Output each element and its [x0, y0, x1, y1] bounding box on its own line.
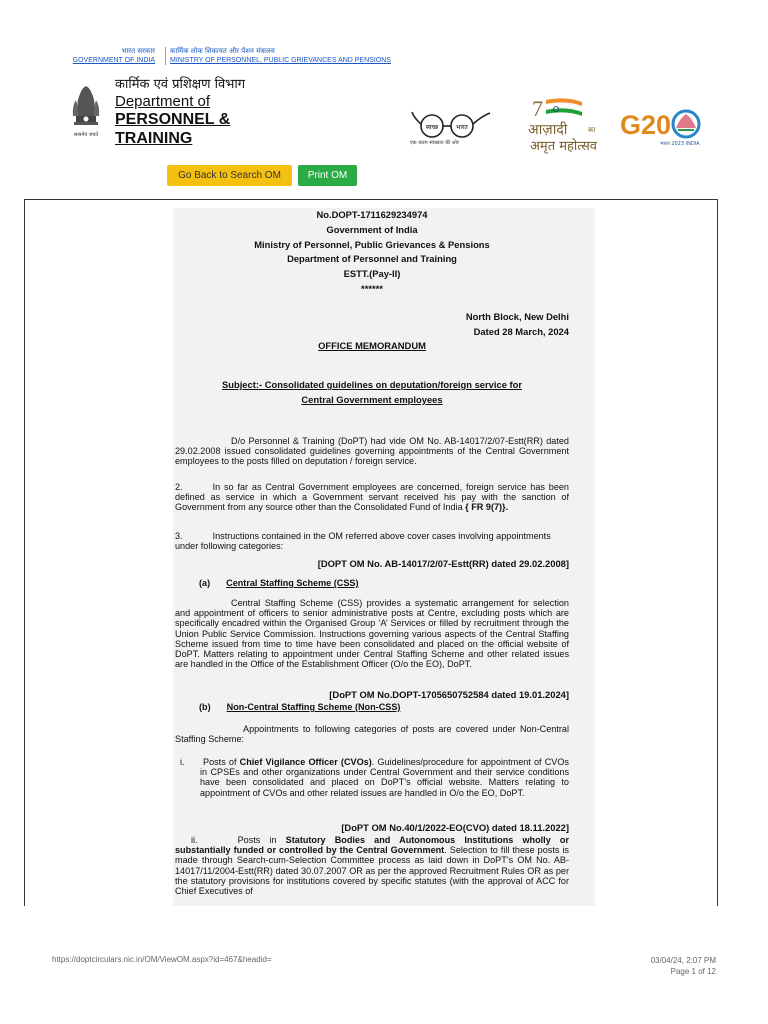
doc-ministry: Ministry of Personnel, Public Grievances & Pensions — [254, 238, 490, 250]
item-i-label: i. — [180, 757, 185, 767]
para2-text: In so far as Central Government employees are concerned, foreign service has been defined as service in which a Government servant received his pay with the sanction of Government from any source other than the Consolidated Fund of India — [175, 482, 569, 513]
b-title: Non-Central Staffing Scheme (Non-CSS) — [226, 702, 401, 712]
a-label: (a) — [199, 578, 211, 588]
doc-stars: ****** — [361, 282, 383, 294]
item-ii — [175, 835, 569, 896]
reference-2: [DoPT OM No.DOPT-1705650752584 dated 19.01.2024] — [329, 689, 569, 700]
document-frame — [24, 199, 718, 906]
paragraph-a: Central Staffing Scheme (CSS) provides a systematic arrangement for selection and appointment of officers to senior administrative posts at Centre, excluding posts which are specifically encadred within the Organised Group ‘A’ Services or filled by recruitment through the Union Public Service Commission. Instructions governing various aspects of the Central Staffing Scheme issued from time to time have been consolidated and placed on the official website of DoPT. Matters relating to appointment under Central Staffing Scheme and other related issues are handled in the Office of the Establishment Officer (O/o the EO), DoPT. — [175, 598, 569, 670]
para2-fr: { FR 9(7)}. — [465, 502, 509, 513]
paragraph-1: D/o Personnel & Training (DoPT) had vide OM No. AB-14017/2/07-Estt(RR) dated 29.02.2008 issued consolidated guidelines governing appointments of the Central Government employees to the posts filled on deputation / foreign service. — [175, 436, 569, 467]
dept-line2: PERSONNEL & — [115, 111, 231, 128]
swachh-bharat-logo — [410, 108, 495, 148]
item-i-pre: Posts of — [203, 757, 240, 767]
azadi-ka: का — [588, 126, 596, 134]
paragraph-3 — [175, 531, 569, 551]
azadi-ka-amrit-mahotsav-logo — [526, 94, 616, 154]
b-label: (b) — [199, 702, 211, 712]
item-i — [200, 757, 569, 798]
doc-date: Dated 28 March, 2024 — [473, 325, 569, 337]
ministry-hindi: कार्मिक लोक शिकायत और पेंशन मंत्रालय — [170, 47, 275, 55]
swachh-left: स्वच्छ — [425, 124, 439, 131]
doc-place-date — [175, 310, 569, 340]
doc-gov: Government of India — [326, 223, 418, 235]
reference-1: [DOPT OM No. AB-14017/2/07-Estt(RR) dated 29.02.2008] — [317, 558, 569, 569]
azadi-word: आज़ादी — [528, 122, 568, 138]
heading-a — [175, 578, 569, 588]
print-om-button[interactable]: Print OM — [298, 165, 357, 186]
footer-datetime: 03/04/24, 2:07 PM — [650, 956, 716, 965]
swachh-right: भारत — [456, 124, 468, 131]
department-title[interactable] — [115, 74, 245, 148]
dept-line1: Department of — [115, 93, 211, 110]
gov-india-link[interactable]: GOVERNMENT OF INDIA — [72, 57, 155, 64]
doc-department: Department of Personnel and Training — [287, 253, 457, 265]
g20-caption: भारत 2023 INDIA — [660, 141, 700, 147]
swachh-caption: एक कदम स्वच्छता की ओर — [410, 140, 459, 146]
paragraph-b: Appointments to following categories of posts are covered under Non-Central Staffing Scheme: — [175, 724, 569, 745]
item-i-bold: Chief Vigilance Officer (CVOs) — [239, 757, 372, 767]
heading-b — [175, 702, 569, 712]
g20-text: G20 — [620, 110, 672, 140]
footer-info — [651, 955, 716, 977]
para2-number: 2. — [175, 482, 183, 492]
doc-section: ESTT.(Pay-II) — [343, 268, 401, 280]
lotus-icon — [676, 114, 696, 128]
doc-number: No.DOPT-1711629234974 — [316, 209, 428, 220]
ministry-link[interactable]: MINISTRY OF PERSONNEL, PUBLIC GRIEVANCES AND PENSIONS — [170, 57, 391, 64]
glasses-icon — [410, 108, 495, 140]
item-i-post: . Guidelines/procedure for appointment of CVOs in CPSEs and other organizations under Central Government and their service conditions have been consolidated and placed on DoPT’s official website. Matters relating to appointment of CVOs and other related issues are handled in O/o the EO, DoPT. — [200, 757, 569, 798]
subject-line2: Central Government employees — [301, 393, 443, 405]
para3-number: 3. — [175, 531, 183, 541]
item-ii-label: ii. — [191, 835, 198, 845]
go-back-button[interactable]: Go Back to Search OM — [167, 165, 292, 186]
a-title: Central Staffing Scheme (CSS) — [226, 578, 359, 588]
dept-line3: TRAINING — [115, 130, 193, 147]
subject — [175, 378, 569, 408]
footer-page: Page 1 of 12 — [670, 967, 716, 976]
para3-text: Instructions contained in the OM referred above cover cases involving appointments under following categories: — [175, 531, 551, 552]
subject-line1: Subject:- Consolidated guidelines on deputation/foreign service for — [221, 379, 523, 390]
footer-url: https://doptcirculars.nic.in/OM/ViewOM.aspx?id=467&headid= — [52, 955, 272, 964]
gov-hindi: भारत सरकार — [121, 47, 155, 55]
g20-logo — [620, 104, 706, 148]
amrit-mahotsav: अमृत महोत्सव — [530, 139, 598, 154]
svg-text:7: 7 — [532, 96, 543, 121]
emblem-caption: सत्यमेव जयते — [73, 132, 99, 138]
dept-hindi: कार्मिक एवं प्रशिक्षण विभाग — [115, 77, 246, 92]
paragraph-2 — [175, 482, 569, 513]
om-title: OFFICE MEMORANDUM — [318, 340, 426, 351]
item-ii-pre: Posts in — [237, 835, 286, 845]
national-emblem-icon — [64, 80, 108, 144]
doc-header — [175, 208, 569, 297]
item-ii-post: . Selection to fill these posts is made through Search-cum-Selection Committee process as laid down in DoPT’s OM No. AB-14017/11/2004-Estt(RR) dated 30.07.2007 OR as per the approved Recruitment Rules OR as per the statutory provisions for institutions covered by specific statutes (with the approval of ACC for Chief Executives of — [175, 845, 569, 897]
reference-3: [DoPT OM No.40/1/2022-EO(CVO) dated 18.11.2022] — [341, 822, 569, 833]
item-ii-bold: Statutory Bodies and Autonomous Institutions wholly or substantially funded or controlled by the Central Government — [175, 835, 569, 856]
doc-place: North Block, New Delhi — [465, 311, 569, 322]
